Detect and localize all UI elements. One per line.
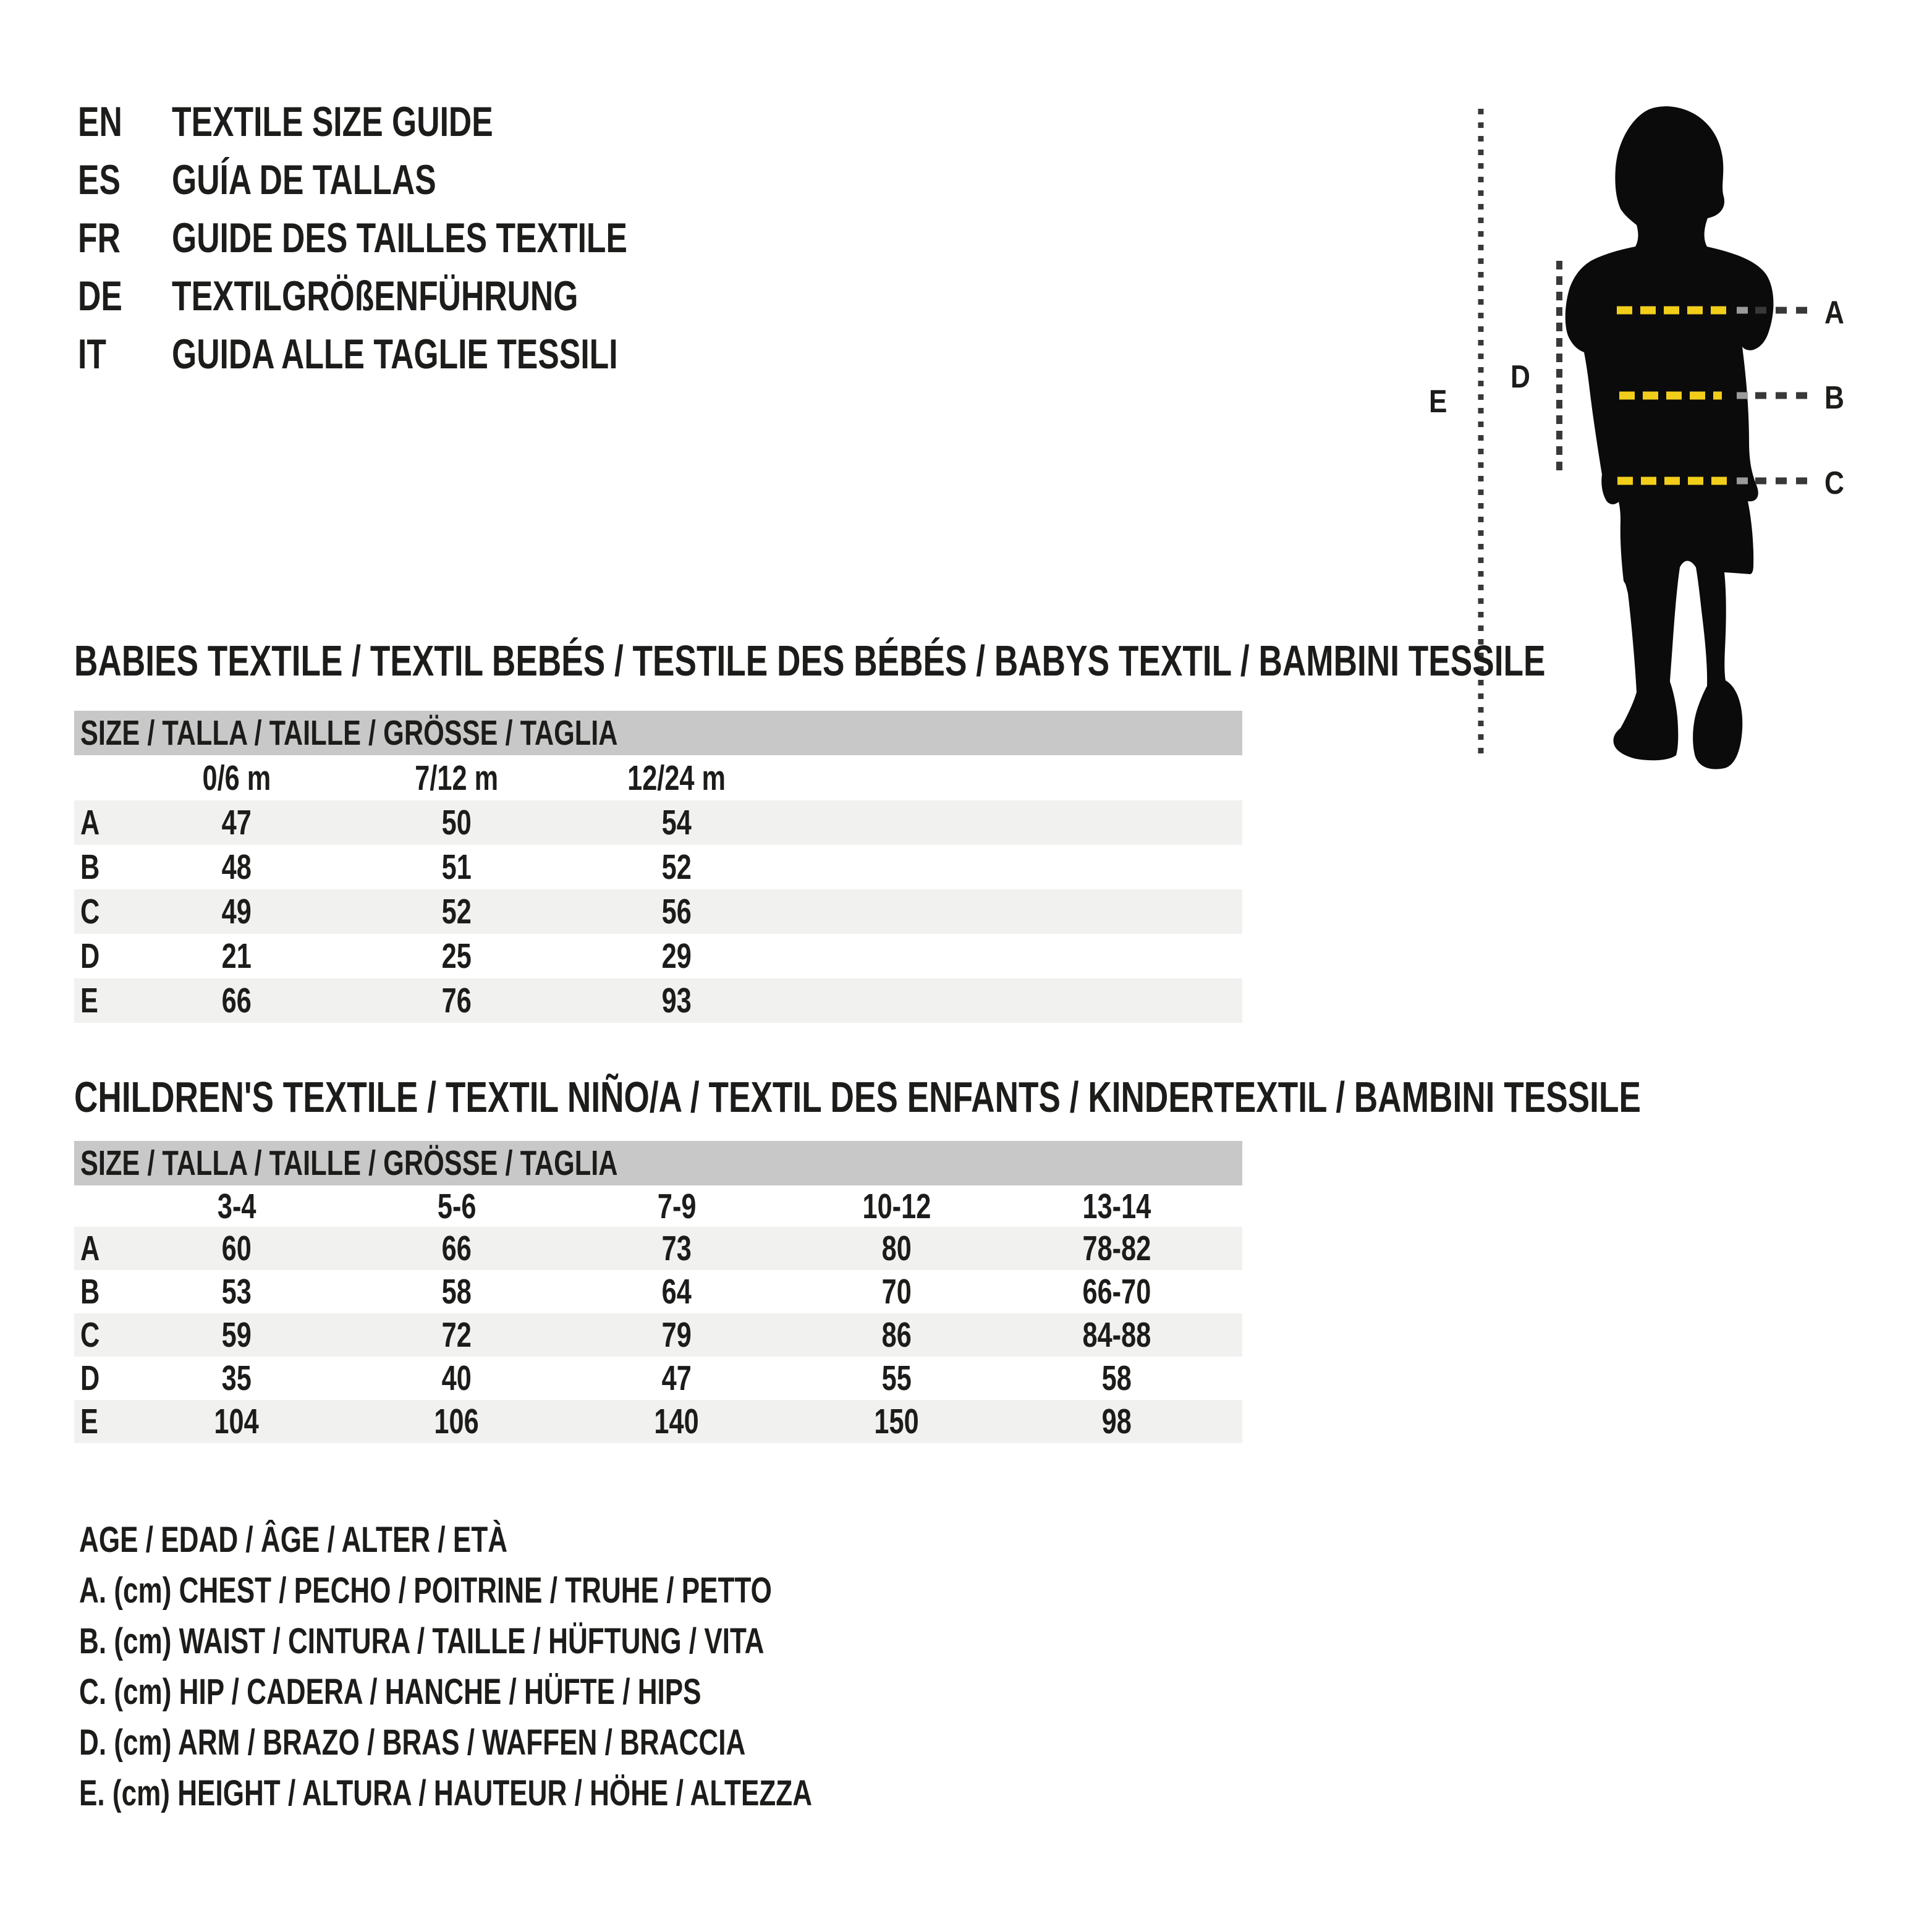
cell-value: 58 xyxy=(441,1272,472,1311)
column-header: 7/12 m xyxy=(415,758,499,798)
column-header: 10-12 xyxy=(862,1186,931,1226)
language-row-de xyxy=(78,267,771,325)
cell-value: 150 xyxy=(874,1402,920,1441)
cell-value: 47 xyxy=(661,1358,692,1398)
guide-title-es: GUÍA DE TALLAS xyxy=(172,156,436,203)
cell-value: 80 xyxy=(881,1229,912,1268)
children-section-title: CHILDREN'S TEXTILE / TEXTIL NIÑO/A / TEXTIL DES ENFANTS / KINDERTEXTIL / BAMBINI TESSILE xyxy=(74,1073,1641,1121)
table-row xyxy=(74,889,1242,934)
arm-d-label: D xyxy=(1510,359,1530,395)
guide-title-fr: GUIDE DES TAILLES TEXTILE xyxy=(172,214,627,261)
guide-title-it: GUIDA ALLE TAGLIE TESSILI xyxy=(172,331,618,378)
table-row xyxy=(74,1357,1242,1400)
children-size-header-bar xyxy=(74,1141,1242,1185)
row-label: D xyxy=(80,1358,100,1398)
legend-line-chest: A. (cm) CHEST / PECHO / POITRINE / TRUHE / PETTO xyxy=(79,1570,772,1611)
row-label: D xyxy=(80,936,100,976)
table-row xyxy=(74,978,1242,1023)
babies-section-title: BABIES TEXTILE / TEXTIL BEBÉS / TESTILE DES BÉBÉS / BABYS TEXTIL / BAMBINI TESSILE xyxy=(74,637,1546,685)
cell-value: 54 xyxy=(661,803,692,842)
table-row xyxy=(74,1400,1242,1443)
cell-value: 48 xyxy=(221,847,252,887)
cell-value: 51 xyxy=(441,847,472,887)
column-header: 13-14 xyxy=(1082,1186,1151,1226)
language-code: ES xyxy=(78,156,121,203)
cell-value: 66-70 xyxy=(1082,1272,1151,1311)
row-label: C xyxy=(80,892,100,931)
babies-column-header-row xyxy=(74,755,1242,800)
language-row-it xyxy=(78,325,771,383)
legend-line-age: AGE / EDAD / ÂGE / ALTER / ETÀ xyxy=(79,1519,508,1560)
legend-line-height: E. (cm) HEIGHT / ALTURA / HAUTEUR / HÖHE / ALTEZZA xyxy=(79,1773,813,1813)
row-label: E xyxy=(80,981,98,1020)
column-header: 0/6 m xyxy=(202,758,271,798)
cell-value: 21 xyxy=(221,936,252,976)
cell-value: 59 xyxy=(221,1315,252,1355)
language-title-list xyxy=(78,93,771,383)
cell-value: 140 xyxy=(654,1402,700,1441)
table-row xyxy=(74,934,1242,978)
language-code: EN xyxy=(78,98,122,145)
cell-value: 78-82 xyxy=(1082,1229,1151,1268)
language-code: FR xyxy=(78,214,121,261)
cell-value: 60 xyxy=(221,1229,252,1268)
children-column-header-row xyxy=(74,1185,1242,1227)
language-row-es xyxy=(78,151,771,209)
cell-value: 98 xyxy=(1101,1402,1132,1441)
column-header: 7-9 xyxy=(657,1186,697,1226)
cell-value: 53 xyxy=(221,1272,252,1311)
cell-value: 49 xyxy=(221,892,252,931)
cell-value: 66 xyxy=(441,1229,472,1268)
cell-value: 25 xyxy=(441,936,472,976)
hip-c-label: C xyxy=(1824,465,1844,501)
column-header: 5-6 xyxy=(437,1186,477,1226)
table-row xyxy=(74,1270,1242,1313)
language-code: IT xyxy=(78,331,106,378)
cell-value: 52 xyxy=(441,892,472,931)
language-code: DE xyxy=(78,273,122,320)
cell-value: 35 xyxy=(221,1358,252,1398)
height-e-label: E xyxy=(1429,384,1447,420)
waist-b-label: B xyxy=(1824,380,1844,416)
cell-value: 52 xyxy=(661,847,692,887)
cell-value: 64 xyxy=(661,1272,692,1311)
legend-line-waist: B. (cm) WAIST / CINTURA / TAILLE / HÜFTUNG / VITA xyxy=(79,1621,765,1661)
row-label: B xyxy=(80,1272,100,1311)
row-label: A xyxy=(80,803,100,842)
guide-title-en: TEXTILE SIZE GUIDE xyxy=(172,98,493,145)
cell-value: 50 xyxy=(441,803,472,842)
legend-line-arm: D. (cm) ARM / BRAZO / BRAS / WAFFEN / BRACCIA xyxy=(79,1722,746,1763)
cell-value: 56 xyxy=(661,892,692,931)
size-header-label: SIZE / TALLA / TAILLE / GRÖSSE / TAGLIA xyxy=(80,1143,618,1183)
cell-value: 79 xyxy=(661,1315,692,1355)
row-label: E xyxy=(80,1402,98,1441)
legend-line-hip: C. (cm) HIP / CADERA / HANCHE / HÜFTE / HIPS xyxy=(79,1671,701,1712)
table-row xyxy=(74,800,1242,845)
cell-value: 70 xyxy=(881,1272,912,1311)
cell-value: 55 xyxy=(881,1358,912,1398)
cell-value: 47 xyxy=(221,803,252,842)
cell-value: 73 xyxy=(661,1229,692,1268)
babies-size-table xyxy=(74,711,1242,1023)
row-label: B xyxy=(80,847,100,887)
row-label: C xyxy=(80,1315,100,1355)
child-measurement-diagram xyxy=(1409,80,1932,797)
table-row xyxy=(74,1227,1242,1270)
babies-size-header-bar xyxy=(74,711,1242,755)
cell-value: 106 xyxy=(434,1402,480,1441)
measurement-legend xyxy=(79,1514,1044,1818)
cell-value: 84-88 xyxy=(1082,1315,1151,1355)
cell-value: 104 xyxy=(214,1402,260,1441)
cell-value: 66 xyxy=(221,981,252,1020)
cell-value: 40 xyxy=(441,1358,472,1398)
language-row-en xyxy=(78,93,771,151)
cell-value: 72 xyxy=(441,1315,472,1355)
cell-value: 58 xyxy=(1101,1358,1132,1398)
size-header-label: SIZE / TALLA / TAILLE / GRÖSSE / TAGLIA xyxy=(80,713,618,753)
cell-value: 29 xyxy=(661,936,692,976)
table-row xyxy=(74,845,1242,889)
chest-a-label: A xyxy=(1824,295,1844,331)
cell-value: 76 xyxy=(441,981,472,1020)
cell-value: 93 xyxy=(661,981,692,1020)
column-header: 3-4 xyxy=(217,1186,256,1226)
column-header: 12/24 m xyxy=(627,758,726,798)
table-row xyxy=(74,1313,1242,1357)
row-label: A xyxy=(80,1229,100,1268)
language-row-fr xyxy=(78,209,771,267)
cell-value: 86 xyxy=(881,1315,912,1355)
children-size-table xyxy=(74,1141,1242,1443)
guide-title-de: TEXTILGRÖßENFÜHRUNG xyxy=(172,273,578,320)
